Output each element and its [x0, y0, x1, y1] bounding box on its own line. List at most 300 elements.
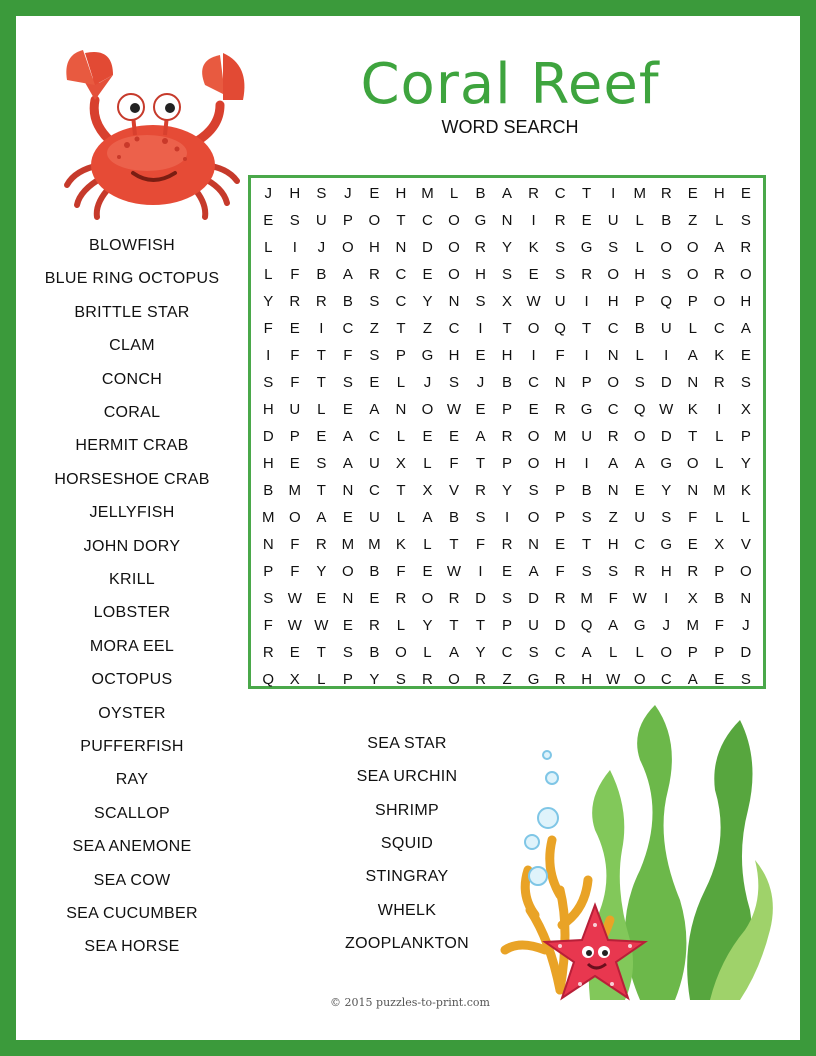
letter-grid [248, 175, 766, 689]
word-list-item: SEA STAR [367, 735, 447, 752]
grid-letter: F [290, 536, 300, 553]
grid-letter: L [715, 212, 724, 229]
word-list-item: SCALLOP [94, 804, 170, 822]
grid-letter: R [501, 536, 513, 553]
grid-letter: R [475, 482, 486, 499]
grid-row [255, 666, 759, 693]
grid-letter: A [475, 428, 486, 445]
grid-letter: R [475, 239, 486, 256]
grid-letter: A [581, 644, 592, 661]
grid-row [255, 234, 759, 261]
grid-letter: B [581, 482, 592, 499]
grid-letter: A [422, 509, 433, 526]
grid-letter: C [368, 428, 380, 445]
grid-letter: H [581, 671, 593, 688]
grid-letter: A [448, 644, 459, 661]
grid-letter: A [502, 185, 513, 202]
word-list-item: OYSTER [98, 704, 166, 722]
grid-letter: W [314, 617, 329, 634]
grid-letter: F [290, 266, 300, 283]
word-list-item: SEA COW [93, 871, 171, 889]
grid-row [255, 207, 759, 234]
grid-letter: A [342, 455, 353, 472]
grid-letter: E [422, 266, 433, 283]
grid-letter: U [315, 212, 327, 229]
grid-letter: Y [422, 617, 433, 634]
grid-letter: E [475, 347, 486, 364]
grid-letter: I [478, 320, 483, 337]
grid-letter: F [290, 563, 300, 580]
grid-letter: F [290, 374, 300, 391]
grid-letter: B [369, 644, 380, 661]
grid-letter: S [263, 590, 274, 607]
grid-letter: D [262, 428, 274, 445]
word-list-item: PUFFERFISH [80, 738, 184, 755]
grid-letter: O [527, 509, 540, 526]
grid-letter: K [740, 482, 751, 499]
grid-letter: T [396, 320, 406, 337]
grid-letter: N [687, 482, 699, 499]
grid-letter: E [342, 401, 353, 418]
grid-letter: N [607, 347, 619, 364]
grid-letter: L [715, 428, 724, 445]
grid-letter: A [740, 320, 751, 337]
grid-row [255, 261, 759, 288]
grid-letter: M [288, 482, 302, 499]
grid-letter: M [713, 482, 726, 499]
grid-letter: I [664, 590, 669, 607]
grid-letter: Q [660, 293, 673, 310]
grid-letter: S [448, 374, 459, 391]
grid-letter: R [554, 671, 566, 688]
grid-letter: A [342, 428, 353, 445]
grid-letter: P [342, 671, 353, 688]
grid-letter: S [661, 266, 672, 283]
grid-letter: X [714, 536, 725, 553]
grid-letter: E [448, 428, 459, 445]
grid-letter: P [740, 428, 751, 445]
grid-letter: I [319, 320, 324, 337]
grid-letter: D [554, 617, 566, 634]
grid-letter: E [369, 374, 380, 391]
word-list-item: SEA HORSE [84, 938, 180, 956]
word-list-item: HORSESHOE CRAB [54, 470, 210, 488]
grid-letter: U [607, 212, 619, 229]
grid-letter: I [584, 455, 589, 472]
grid-row [255, 477, 759, 504]
grid-letter: O [342, 563, 354, 580]
grid-letter: S [555, 266, 566, 283]
grid-letter: S [475, 509, 486, 526]
grid-letter: H [660, 563, 672, 580]
grid-letter: F [263, 320, 273, 337]
grid-letter: N [501, 212, 513, 229]
grid-letter: J [742, 617, 750, 634]
grid-letter: C [660, 671, 672, 688]
grid-letter: P [289, 428, 300, 445]
grid-letter: Z [608, 509, 618, 526]
grid-letter: H [554, 455, 566, 472]
grid-letter: I [531, 347, 536, 364]
grid-letter: X [289, 671, 300, 688]
grid-letter: F [475, 536, 486, 553]
grid-letter: Y [740, 455, 751, 472]
grid-letter: K [714, 347, 725, 364]
grid-letter: R [368, 266, 380, 283]
grid-letter: D [740, 644, 752, 661]
grid-letter: L [688, 320, 697, 337]
grid-letter: M [686, 617, 700, 634]
word-list-item: BLOWFISH [89, 237, 175, 254]
grid-letter: H [475, 266, 486, 283]
grid-row [255, 531, 759, 558]
grid-letter: U [581, 428, 593, 445]
grid-letter: E [502, 563, 513, 580]
grid-letter: I [664, 347, 669, 364]
grid-letter: J [423, 374, 432, 391]
grid-letter: P [263, 563, 274, 580]
grid-letter: U [554, 293, 566, 310]
grid-letter: S [342, 644, 353, 661]
grid-letter: G [660, 536, 673, 553]
grid-letter: R [315, 536, 327, 553]
grid-letter: X [502, 293, 513, 310]
grid-letter: B [502, 374, 513, 391]
word-list-item: OCTOPUS [91, 671, 173, 689]
grid-letter: Y [475, 644, 486, 661]
word-list-item: SEA CUCUMBER [66, 905, 198, 922]
grid-letter: I [504, 509, 510, 526]
grid-letter: D [475, 590, 486, 607]
grid-letter: R [554, 401, 566, 418]
grid-letter: E [289, 455, 300, 472]
grid-letter: W [287, 590, 302, 607]
grid-letter: C [422, 212, 433, 229]
grid-letter: P [581, 374, 592, 391]
grid-letter: N [687, 374, 699, 391]
grid-letter: T [475, 617, 486, 634]
word-list-item: KRILL [109, 571, 155, 588]
grid-letter: M [368, 536, 381, 553]
grid-letter: R [581, 266, 593, 283]
grid-letter: S [581, 563, 592, 580]
grid-letter: B [263, 482, 274, 499]
grid-letter: G [580, 239, 593, 256]
word-list-item: SHRIMP [374, 801, 440, 819]
grid-row [255, 504, 759, 531]
grid-letter: T [316, 482, 326, 499]
grid-letter: P [555, 509, 566, 526]
grid-letter: W [659, 401, 674, 418]
grid-letter: R [607, 428, 619, 445]
grid-letter: J [317, 239, 326, 256]
word-list-item: BLUE RING OCTOPUS [44, 270, 220, 288]
grid-letter: S [263, 374, 274, 391]
grid-letter: X [740, 401, 751, 418]
grid-letter: P [714, 563, 725, 580]
grid-letter: H [448, 347, 460, 364]
grid-letter: E [555, 536, 566, 553]
grid-letter: E [581, 212, 592, 229]
grid-letter: U [368, 455, 380, 472]
grid-letter: O [342, 239, 354, 256]
grid-letter: X [687, 590, 698, 607]
grid-letter: G [660, 455, 673, 472]
grid-letter: T [449, 536, 459, 553]
grid-letter: P [342, 212, 353, 229]
crab-illustration [55, 45, 255, 220]
grid-letter: P [502, 617, 513, 634]
grid-letter: F [608, 590, 618, 607]
grid-letter: O [421, 401, 434, 418]
grid-letter: K [395, 536, 406, 553]
grid-letter: E [369, 185, 380, 202]
grid-letter: G [527, 671, 540, 688]
grid-letter: O [739, 266, 752, 283]
grid-letter: H [740, 293, 752, 310]
grid-letter: B [369, 563, 380, 580]
grid-letter: X [395, 455, 406, 472]
grid-letter: E [740, 347, 751, 364]
grid-letter: E [369, 590, 380, 607]
grid-letter: L [635, 212, 644, 229]
grid-letter: C [395, 293, 407, 310]
grid-letter: L [264, 239, 273, 256]
grid-letter: H [262, 455, 274, 472]
grid-letter: R [475, 671, 486, 688]
grid-letter: R [315, 293, 327, 310]
grid-letter: O [527, 455, 540, 472]
grid-letter: U [368, 509, 380, 526]
grid-letter: N [554, 374, 566, 391]
grid-letter: O [421, 590, 434, 607]
grid-letter: E [687, 536, 698, 553]
grid-letter: A [714, 239, 725, 256]
grid-letter: A [342, 266, 353, 283]
grid-letter: L [423, 455, 432, 472]
grid-letter: T [316, 374, 326, 391]
grid-letter: L [449, 185, 459, 202]
grid-letter: Q [580, 617, 593, 634]
word-list-item: CORAL [103, 404, 161, 421]
grid-letter: M [580, 590, 593, 607]
grid-letter: Z [688, 212, 698, 229]
grid-letter: T [316, 644, 326, 661]
word-list-item: CONCH [101, 370, 163, 388]
word-list-item: HERMIT CRAB [75, 437, 189, 455]
grid-letter: I [266, 347, 271, 364]
grid-letter: I [584, 293, 589, 310]
grid-letter: F [290, 347, 300, 364]
grid-letter: B [475, 185, 486, 202]
grid-letter: L [635, 644, 644, 661]
grid-letter: L [609, 644, 618, 661]
grid-letter: M [262, 509, 275, 526]
grid-letter: U [289, 401, 301, 418]
grid-letter: V [448, 482, 459, 499]
grid-letter: O [288, 509, 301, 526]
grid-letter: B [316, 266, 327, 283]
grid-letter: B [661, 212, 672, 229]
grid-letter: S [502, 266, 513, 283]
word-list-item: JELLYFISH [89, 504, 175, 522]
grid-letter: B [634, 320, 645, 337]
grid-letter: W [446, 563, 462, 580]
grid-letter: N [342, 482, 354, 499]
grid-row [255, 342, 759, 369]
grid-letter: E [687, 185, 698, 202]
word-list-item: LOBSTER [93, 604, 171, 622]
grid-letter: R [713, 266, 725, 283]
grid-letter: M [421, 185, 434, 202]
grid-letter: B [714, 590, 725, 607]
grid-letter: P [687, 644, 698, 661]
grid-letter: R [422, 671, 433, 688]
grid-letter: T [688, 428, 698, 445]
grid-row [255, 585, 759, 612]
grid-letter: J [264, 185, 273, 202]
grid-letter: F [714, 617, 724, 634]
grid-letter: R [634, 563, 646, 580]
word-list-item: SEA URCHIN [356, 768, 458, 786]
grid-letter: C [713, 320, 725, 337]
grid-letter: A [634, 455, 645, 472]
grid-letter: N [740, 590, 752, 607]
grid-letter: R [501, 428, 513, 445]
grid-letter: M [553, 428, 567, 445]
grid-letter: C [368, 482, 380, 499]
grid-letter: Y [502, 239, 513, 256]
grid-letter: R [687, 563, 699, 580]
grid-letter: O [607, 374, 619, 391]
grid-letter: A [687, 347, 698, 364]
grid-letter: D [422, 239, 433, 256]
grid-letter: P [634, 293, 645, 310]
grid-letter: P [502, 455, 513, 472]
grid-letter: A [608, 455, 619, 472]
grid-letter: K [528, 239, 539, 256]
grid-letter: J [344, 185, 352, 202]
grid-row [255, 288, 759, 315]
grid-letter: G [580, 401, 593, 418]
grid-letter: E [528, 266, 539, 283]
grid-letter: T [582, 185, 592, 202]
grid-letter: I [584, 347, 589, 364]
grid-letter: H [634, 266, 646, 283]
grid-letter: A [608, 617, 619, 634]
grid-letter: N [607, 482, 619, 499]
grid-letter: S [634, 374, 645, 391]
grid-letter: M [633, 185, 646, 202]
grid-letter: L [635, 347, 644, 364]
word-list-item: BRITTLE STAR [74, 303, 190, 321]
grid-letter: O [686, 239, 699, 256]
grid-letter: O [660, 239, 673, 256]
grid-letter: L [396, 374, 406, 391]
grid-letter: E [740, 185, 751, 202]
grid-letter: X [422, 482, 433, 499]
grid-letter: Z [369, 320, 379, 337]
grid-letter: C [528, 374, 539, 391]
grid-letter: R [289, 293, 301, 310]
grid-letter: L [741, 509, 750, 526]
grid-letter: Y [661, 482, 672, 499]
grid-letter: O [368, 212, 381, 229]
grid-letter: J [662, 617, 670, 634]
grid-letter: R [713, 374, 725, 391]
grid-letter: R [262, 644, 274, 661]
grid-row [255, 558, 759, 585]
grid-letter: T [502, 320, 512, 337]
grid-letter: E [422, 563, 433, 580]
grid-letter: U [634, 509, 646, 526]
grid-letter: R [395, 590, 407, 607]
grid-letter: E [634, 482, 645, 499]
grid-letter: S [581, 509, 592, 526]
grid-letter: S [528, 482, 539, 499]
grid-letter: R [528, 185, 539, 202]
grid-letter: W [632, 590, 647, 607]
grid-letter: R [740, 239, 752, 256]
grid-letter: S [316, 185, 327, 202]
grid-letter: P [555, 482, 566, 499]
grid-letter: S [740, 671, 751, 688]
grid-letter: W [446, 401, 462, 418]
copyright-footer: © 2015 puzzles-to-print.com [330, 996, 490, 1009]
word-list-item: SQUID [380, 834, 434, 852]
grid-letter: H [607, 293, 619, 310]
word-list-item: JOHN DORY [83, 537, 181, 555]
grid-letter: C [448, 320, 460, 337]
grid-letter: T [582, 536, 592, 553]
grid-letter: O [633, 671, 646, 688]
grid-letter: Y [422, 293, 433, 310]
grid-letter: F [343, 347, 353, 364]
word-list-item: MORA EEL [89, 637, 175, 655]
grid-letter: O [607, 266, 619, 283]
grid-letter: A [687, 671, 698, 688]
grid-letter: L [317, 671, 326, 688]
grid-letter: E [289, 320, 300, 337]
grid-letter: O [448, 212, 460, 229]
grid-letter: N [448, 293, 460, 310]
grid-letter: I [611, 185, 616, 202]
grid-letter: W [606, 671, 621, 688]
grid-letter: P [395, 347, 406, 364]
word-list-item: CLAM [109, 337, 155, 355]
grid-letter: V [740, 536, 751, 553]
grid-row [255, 450, 759, 477]
grid-letter: S [661, 509, 672, 526]
grid-letter: C [607, 320, 619, 337]
grid-letter: W [526, 293, 541, 310]
grid-letter: O [448, 239, 460, 256]
grid-letter: Z [422, 320, 433, 337]
grid-letter: S [369, 293, 380, 310]
grid-letter: R [368, 617, 380, 634]
grid-letter: E [316, 590, 327, 607]
grid-letter: I [292, 239, 297, 256]
grid-letter: S [740, 374, 751, 391]
grid-letter: H [368, 239, 380, 256]
grid-letter: C [554, 644, 566, 661]
grid-row [255, 315, 759, 342]
grid-letter: H [501, 347, 513, 364]
grid-letter: O [395, 644, 407, 661]
grid-letter: B [342, 293, 353, 310]
grid-letter: O [739, 563, 752, 580]
grid-letter: E [289, 644, 300, 661]
